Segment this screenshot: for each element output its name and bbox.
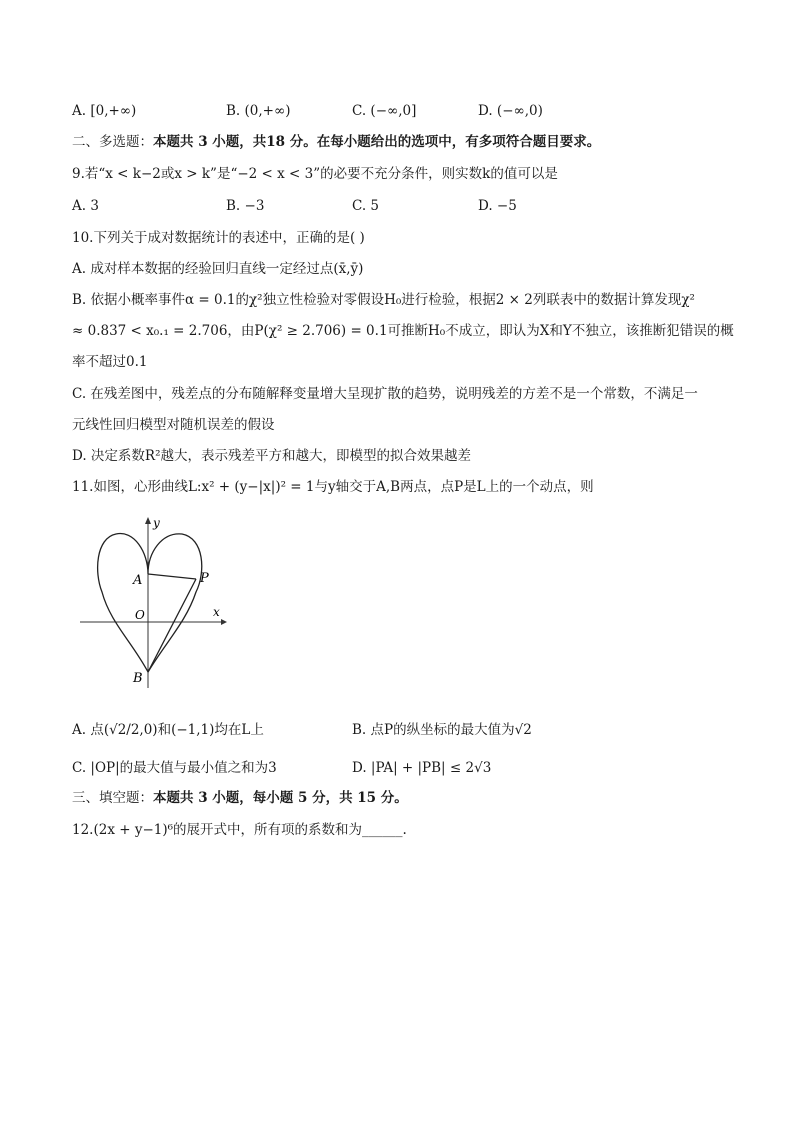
heart-curve-figure bbox=[76, 512, 232, 688]
q11-option-b[interactable]: B. 点P的纵坐标的最大值为√2 bbox=[352, 722, 532, 738]
segment-pb bbox=[148, 579, 196, 672]
label-a: A bbox=[133, 573, 143, 588]
q10-option-b-line1[interactable]: B. 依据小概率事件α = 0.1的χ²独立性检验对零假设H₀进行检验，根据2 × 2列联表中的数据计算发现χ² bbox=[72, 292, 695, 308]
q8-option-d[interactable]: D. (−∞,0) bbox=[478, 103, 543, 119]
q10-option-a[interactable]: A. 成对样本数据的经验回归直线一定经过点(x̄,ȳ) bbox=[72, 261, 364, 277]
section3-heading bbox=[72, 788, 408, 808]
q9-option-d[interactable]: D. −5 bbox=[478, 198, 517, 214]
q10-option-c-line2[interactable]: 元线性回归模型对随机误差的假设 bbox=[72, 417, 275, 433]
q10-option-d[interactable]: D. 决定系数R²越大，表示残差平方和越大，即模型的拟合效果越差 bbox=[72, 448, 472, 464]
q9-option-c[interactable]: C. 5 bbox=[352, 198, 380, 214]
x-axis-arrow-icon bbox=[221, 619, 227, 625]
q10-stem: 10.下列关于成对数据统计的表述中，正确的是( ) bbox=[72, 230, 365, 246]
q10-option-b-line3[interactable]: 率不超过0.1 bbox=[72, 354, 148, 370]
q10-option-b-line2[interactable]: ≈ 0.837 < x₀.₁ = 2.706，由P(χ² ≥ 2.706) = 0.1可推断H₀不成立，即认为X和Y不独立，该推断犯错误的概 bbox=[72, 323, 734, 339]
heart-curve-svg bbox=[76, 512, 232, 688]
q9-option-b[interactable]: B. −3 bbox=[226, 198, 265, 214]
q9-stem: 9.若“x < k−2或x > k”是“−2 < x < 3”的必要不充分条件，则实数k的值可以是 bbox=[72, 166, 558, 182]
q11-option-a[interactable]: A. 点(√2/2,0)和(−1,1)均在L上 bbox=[72, 722, 264, 738]
heart-curve bbox=[98, 534, 202, 672]
section2-heading bbox=[72, 132, 600, 152]
label-p: P bbox=[200, 571, 209, 586]
section2-instructions: 本题共 3 小题，共18 分。在每小题给出的选项中，有多项符合题目要求。 bbox=[153, 134, 601, 150]
y-axis-arrow-icon bbox=[145, 517, 151, 524]
section3-instructions: 本题共 3 小题，每小题 5 分，共 15 分。 bbox=[153, 790, 408, 806]
section3-prefix: 三、填空题： bbox=[72, 790, 153, 806]
q12-stem: 12.(2x + y−1)⁶的展开式中，所有项的系数和为______. bbox=[72, 822, 407, 838]
q10-option-c-line1[interactable]: C. 在残差图中，残差点的分布随解释变量增大呈现扩散的趋势，说明残差的方差不是一个常数，不满足一 bbox=[72, 386, 698, 402]
q11-option-c[interactable]: C. |OP|的最大值与最小值之和为3 bbox=[72, 760, 277, 776]
label-o: O bbox=[135, 608, 145, 622]
label-x: x bbox=[213, 605, 220, 619]
label-y: y bbox=[153, 516, 160, 530]
label-b: B bbox=[133, 671, 143, 686]
q9-option-a[interactable]: A. 3 bbox=[72, 198, 99, 214]
q8-option-c[interactable]: C. (−∞,0] bbox=[352, 103, 417, 119]
segment-pa bbox=[148, 574, 196, 579]
q8-option-b[interactable]: B. (0,+∞) bbox=[226, 103, 291, 119]
section2-prefix: 二、多选题： bbox=[72, 134, 153, 150]
q11-option-d[interactable]: D. |PA| + |PB| ≤ 2√3 bbox=[352, 760, 492, 776]
q11-stem: 11.如图，心形曲线L:x² + (y−|x|)² = 1与y轴交于A,B两点，点P是L上的一个动点，则 bbox=[72, 479, 594, 495]
q8-option-a[interactable]: A. [0,+∞) bbox=[72, 103, 137, 119]
